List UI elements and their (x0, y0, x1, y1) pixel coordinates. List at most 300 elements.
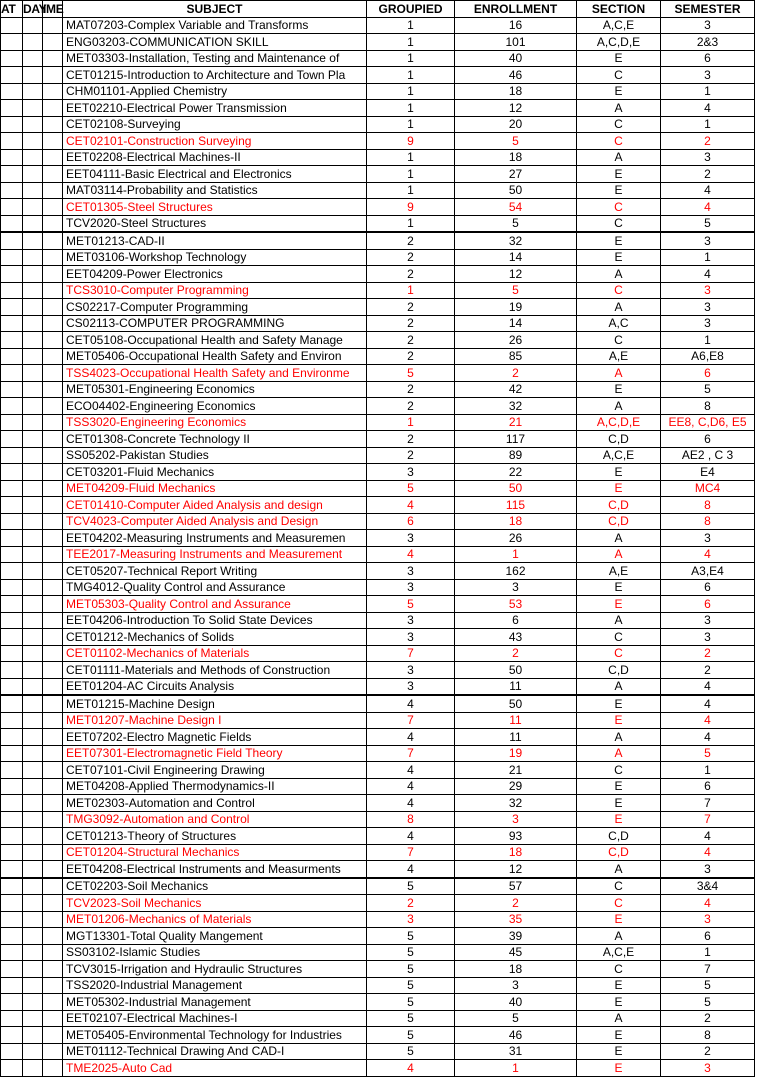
row-cell-time (43, 1043, 63, 1060)
semester-cell: 1 (661, 762, 755, 779)
row-cell-at (1, 977, 23, 994)
groupied-cell: 4 (367, 861, 455, 878)
row-cell-at (1, 928, 23, 945)
enrollment-cell: 3 (455, 811, 577, 828)
groupied-cell: 2 (367, 249, 455, 266)
semester-cell: 8 (661, 398, 755, 415)
table-row (1, 414, 755, 431)
row-cell-day (23, 17, 43, 34)
groupied-cell: 1 (367, 414, 455, 431)
groupied-cell: 1 (367, 34, 455, 51)
row-cell-time (43, 678, 63, 695)
row-cell-day (23, 431, 43, 448)
row-cell-at (1, 1010, 23, 1027)
row-cell-time (43, 563, 63, 580)
section-cell: E (577, 381, 661, 398)
subject-cell: MGT13301-Total Quality Mangement (63, 928, 367, 945)
section-cell: E (577, 249, 661, 266)
row-cell-at (1, 961, 23, 978)
groupied-cell: 4 (367, 497, 455, 514)
row-cell-day (23, 365, 43, 382)
section-cell: E (577, 596, 661, 613)
groupied-cell: 1 (367, 116, 455, 133)
row-cell-time (43, 762, 63, 779)
row-cell-day (23, 447, 43, 464)
row-cell-time (43, 513, 63, 530)
table-row (1, 944, 755, 961)
subject-cell: CS02113-COMPUTER PROGRAMMING (63, 315, 367, 332)
groupied-cell: 4 (367, 762, 455, 779)
table-row (1, 563, 755, 580)
section-cell: E (577, 977, 661, 994)
row-cell-time (43, 398, 63, 415)
semester-cell: 2 (661, 645, 755, 662)
section-cell: A,E (577, 348, 661, 365)
enrollment-cell: 18 (455, 961, 577, 978)
enrollment-cell: 14 (455, 315, 577, 332)
table-row (1, 729, 755, 746)
groupied-cell: 5 (367, 1010, 455, 1027)
row-cell-day (23, 348, 43, 365)
semester-cell: 2 (661, 133, 755, 150)
row-cell-day (23, 878, 43, 895)
subject-cell: ENG03203-COMMUNICATION SKILL (63, 34, 367, 51)
row-cell-time (43, 266, 63, 283)
row-cell-day (23, 149, 43, 166)
groupied-cell: 2 (367, 299, 455, 316)
row-cell-time (43, 232, 63, 249)
subject-cell: CET01213-Theory of Structures (63, 828, 367, 845)
table-row (1, 745, 755, 762)
section-cell: A,E (577, 563, 661, 580)
row-cell-time (43, 828, 63, 845)
table-row (1, 166, 755, 183)
table-row (1, 1027, 755, 1044)
row-cell-at (1, 315, 23, 332)
row-cell-time (43, 977, 63, 994)
section-cell: A,C,E (577, 17, 661, 34)
subject-cell: MET03106-Workshop Technology (63, 249, 367, 266)
section-cell: A,C,E (577, 944, 661, 961)
semester-cell: 4 (661, 712, 755, 729)
semester-cell: 1 (661, 249, 755, 266)
groupied-cell: 1 (367, 83, 455, 100)
semester-cell: 4 (661, 828, 755, 845)
row-cell-day (23, 778, 43, 795)
section-cell: A (577, 1010, 661, 1027)
row-cell-day (23, 844, 43, 861)
row-cell-time (43, 17, 63, 34)
subject-cell: MET05303-Quality Control and Assurance (63, 596, 367, 613)
row-cell-day (23, 662, 43, 679)
row-cell-day (23, 50, 43, 67)
row-cell-time (43, 795, 63, 812)
semester-cell: 5 (661, 215, 755, 232)
row-cell-at (1, 712, 23, 729)
subject-cell: EET04208-Electrical Instruments and Measurments (63, 861, 367, 878)
subject-cell: MET04208-Applied Thermodynamics-II (63, 778, 367, 795)
row-cell-at (1, 332, 23, 349)
subject-cell: EET02208-Electrical Machines-II (63, 149, 367, 166)
table-row (1, 34, 755, 51)
semester-cell: 3 (661, 629, 755, 646)
table-body (1, 17, 755, 1076)
row-cell-day (23, 977, 43, 994)
enrollment-cell: 93 (455, 828, 577, 845)
groupied-cell: 5 (367, 994, 455, 1011)
row-cell-at (1, 1043, 23, 1060)
semester-cell: 2 (661, 1010, 755, 1027)
row-cell-day (23, 67, 43, 84)
subject-cell: TCV4023-Computer Aided Analysis and Design (63, 513, 367, 530)
enrollment-cell: 32 (455, 398, 577, 415)
groupied-cell: 3 (367, 579, 455, 596)
row-cell-time (43, 596, 63, 613)
row-cell-time (43, 365, 63, 382)
table-row (1, 811, 755, 828)
semester-cell: A3,E4 (661, 563, 755, 580)
groupied-cell: 3 (367, 464, 455, 481)
table-row (1, 67, 755, 84)
subject-cell: EET01204-AC Circuits Analysis (63, 678, 367, 695)
enrollment-cell: 20 (455, 116, 577, 133)
enrollment-cell: 31 (455, 1043, 577, 1060)
enrollment-cell: 2 (455, 895, 577, 912)
groupied-cell: 1 (367, 182, 455, 199)
table-row (1, 695, 755, 712)
table-row (1, 795, 755, 812)
subject-cell: CET01111-Materials and Methods of Construction (63, 662, 367, 679)
row-cell-at (1, 17, 23, 34)
row-cell-time (43, 50, 63, 67)
enrollment-cell: 22 (455, 464, 577, 481)
semester-cell: 3 (661, 612, 755, 629)
row-cell-at (1, 629, 23, 646)
header-row (1, 1, 755, 18)
table-row (1, 17, 755, 34)
groupied-cell: 7 (367, 844, 455, 861)
semester-cell: 1 (661, 83, 755, 100)
enrollment-cell: 50 (455, 695, 577, 712)
row-cell-at (1, 182, 23, 199)
table-row (1, 895, 755, 912)
row-cell-time (43, 1010, 63, 1027)
table-row (1, 266, 755, 283)
subject-cell: CET01305-Steel Structures (63, 199, 367, 216)
row-cell-time (43, 348, 63, 365)
section-cell: E (577, 166, 661, 183)
enrollment-cell: 46 (455, 1027, 577, 1044)
row-cell-at (1, 778, 23, 795)
section-cell: A (577, 299, 661, 316)
enrollment-cell: 11 (455, 729, 577, 746)
enrollment-cell: 43 (455, 629, 577, 646)
groupied-cell: 4 (367, 1060, 455, 1077)
semester-cell: 4 (661, 182, 755, 199)
row-cell-day (23, 645, 43, 662)
enrollment-cell: 50 (455, 662, 577, 679)
enrollment-cell: 5 (455, 1010, 577, 1027)
row-cell-time (43, 778, 63, 795)
row-cell-at (1, 546, 23, 563)
subject-cell: TCV2023-Soil Mechanics (63, 895, 367, 912)
enrollment-cell: 3 (455, 977, 577, 994)
row-cell-at (1, 579, 23, 596)
semester-cell: 6 (661, 431, 755, 448)
row-cell-day (23, 895, 43, 912)
section-cell: A (577, 149, 661, 166)
semester-cell: 3 (661, 17, 755, 34)
semester-cell: 7 (661, 811, 755, 828)
subject-cell: ECO04402-Engineering Economics (63, 398, 367, 415)
groupied-cell: 4 (367, 828, 455, 845)
section-cell: E (577, 911, 661, 928)
table-row (1, 116, 755, 133)
row-cell-time (43, 546, 63, 563)
row-cell-at (1, 745, 23, 762)
enrollment-cell: 18 (455, 513, 577, 530)
groupied-cell: 9 (367, 133, 455, 150)
subject-cell: CET01410-Computer Aided Analysis and design (63, 497, 367, 514)
row-cell-time (43, 928, 63, 945)
row-cell-at (1, 100, 23, 117)
row-cell-at (1, 795, 23, 812)
groupied-cell: 1 (367, 166, 455, 183)
semester-cell: 3 (661, 299, 755, 316)
row-cell-time (43, 199, 63, 216)
section-cell: C (577, 762, 661, 779)
section-cell: C (577, 629, 661, 646)
enrollment-cell: 50 (455, 182, 577, 199)
enrollment-cell: 1 (455, 1060, 577, 1077)
semester-cell: 8 (661, 497, 755, 514)
subject-cell: EET04206-Introduction To Solid State Devices (63, 612, 367, 629)
subject-cell: MET02303-Automation and Control (63, 795, 367, 812)
semester-cell: 1 (661, 116, 755, 133)
enrollment-cell: 19 (455, 745, 577, 762)
subject-cell: CHM01101-Applied Chemistry (63, 83, 367, 100)
subject-cell: EET02210-Electrical Power Transmission (63, 100, 367, 117)
row-cell-at (1, 166, 23, 183)
table-row (1, 149, 755, 166)
subject-cell: CET01204-Structural Mechanics (63, 844, 367, 861)
semester-cell: 4 (661, 695, 755, 712)
groupied-cell: 3 (367, 612, 455, 629)
enrollment-cell: 40 (455, 994, 577, 1011)
row-cell-day (23, 579, 43, 596)
subject-cell: MET01112-Technical Drawing And CAD-I (63, 1043, 367, 1060)
row-cell-at (1, 729, 23, 746)
row-cell-at (1, 678, 23, 695)
row-cell-day (23, 249, 43, 266)
enrollment-cell: 32 (455, 795, 577, 812)
enrollment-cell: 45 (455, 944, 577, 961)
row-cell-time (43, 895, 63, 912)
table-row (1, 315, 755, 332)
subject-cell: MET01206-Mechanics of Materials (63, 911, 367, 928)
enrollment-cell: 12 (455, 266, 577, 283)
subject-cell: MET05301-Engineering Economics (63, 381, 367, 398)
enrollment-cell: 101 (455, 34, 577, 51)
groupied-cell: 2 (367, 315, 455, 332)
row-cell-at (1, 431, 23, 448)
row-cell-day (23, 480, 43, 497)
groupied-cell: 2 (367, 332, 455, 349)
subject-cell: CET05108-Occupational Health and Safety Manage (63, 332, 367, 349)
subject-cell: CET02101-Construction Surveying (63, 133, 367, 150)
section-cell: A (577, 928, 661, 945)
row-cell-at (1, 895, 23, 912)
row-cell-at (1, 50, 23, 67)
subject-cell: MET05302-Industrial Management (63, 994, 367, 1011)
section-cell: E (577, 994, 661, 1011)
semester-cell: 3 (661, 911, 755, 928)
semester-cell: 7 (661, 795, 755, 812)
row-cell-at (1, 67, 23, 84)
row-cell-at (1, 513, 23, 530)
row-cell-day (23, 182, 43, 199)
header-cell-time: IME (43, 1, 64, 16)
subject-cell: TCV3015-Irrigation and Hydraulic Structures (63, 961, 367, 978)
subject-cell: TME2025-Auto Cad (63, 1060, 367, 1077)
semester-cell: 5 (661, 381, 755, 398)
row-cell-time (43, 431, 63, 448)
semester-cell: AE2 , C 3 (661, 447, 755, 464)
semester-cell: 6 (661, 928, 755, 945)
row-cell-day (23, 712, 43, 729)
groupied-cell: 4 (367, 778, 455, 795)
row-cell-at (1, 811, 23, 828)
row-cell-at (1, 447, 23, 464)
subject-cell: CET01215-Introduction to Architecture and Town Pla (63, 67, 367, 84)
section-cell: C (577, 645, 661, 662)
row-cell-at (1, 1027, 23, 1044)
table-row (1, 678, 755, 695)
groupied-cell: 2 (367, 266, 455, 283)
subject-cell: TMG3092-Automation and Control (63, 811, 367, 828)
table-row (1, 464, 755, 481)
enrollment-cell: 2 (455, 365, 577, 382)
section-cell: C (577, 332, 661, 349)
semester-cell: 3 (661, 282, 755, 299)
row-cell-time (43, 944, 63, 961)
section-cell: E (577, 579, 661, 596)
enrollment-cell: 18 (455, 83, 577, 100)
enrollment-cell: 53 (455, 596, 577, 613)
groupied-cell: 2 (367, 398, 455, 415)
subject-cell: SS03102-Islamic Studies (63, 944, 367, 961)
row-cell-time (43, 215, 63, 232)
subject-cell: TCS3010-Computer Programming (63, 282, 367, 299)
table-row (1, 100, 755, 117)
groupied-cell: 5 (367, 944, 455, 961)
groupied-cell: 2 (367, 431, 455, 448)
subject-cell: TSS3020-Engineering Economics (63, 414, 367, 431)
groupied-cell: 7 (367, 745, 455, 762)
table-row (1, 282, 755, 299)
row-cell-at (1, 116, 23, 133)
table-row (1, 332, 755, 349)
groupied-cell: 9 (367, 199, 455, 216)
table-row (1, 994, 755, 1011)
row-cell-time (43, 464, 63, 481)
header-section: SECTION (577, 1, 661, 18)
row-cell-at (1, 497, 23, 514)
row-cell-at (1, 612, 23, 629)
header-semester: SEMESTER (661, 1, 755, 18)
table-row (1, 1010, 755, 1027)
row-cell-time (43, 116, 63, 133)
row-cell-time (43, 811, 63, 828)
row-cell-day (23, 762, 43, 779)
enrollment-cell: 14 (455, 249, 577, 266)
row-cell-day (23, 1027, 43, 1044)
subject-cell: MET04209-Fluid Mechanics (63, 480, 367, 497)
row-cell-time (43, 695, 63, 712)
row-cell-at (1, 381, 23, 398)
header-groupied: GROUPIED (367, 1, 455, 18)
groupied-cell: 1 (367, 17, 455, 34)
subject-cell: EET07301-Electromagnetic Field Theory (63, 745, 367, 762)
row-cell-day (23, 414, 43, 431)
table-row (1, 299, 755, 316)
groupied-cell: 5 (367, 1043, 455, 1060)
row-cell-time (43, 249, 63, 266)
row-cell-time (43, 645, 63, 662)
row-cell-at (1, 299, 23, 316)
section-cell: C,D (577, 497, 661, 514)
enrollment-cell: 16 (455, 17, 577, 34)
groupied-cell: 5 (367, 961, 455, 978)
enrollment-cell: 57 (455, 878, 577, 895)
row-cell-time (43, 381, 63, 398)
enrollment-cell: 21 (455, 414, 577, 431)
enrollment-cell: 115 (455, 497, 577, 514)
semester-cell: 6 (661, 778, 755, 795)
row-cell-time (43, 282, 63, 299)
table-row (1, 348, 755, 365)
row-cell-at (1, 199, 23, 216)
semester-cell: 3 (661, 1060, 755, 1077)
table-row (1, 365, 755, 382)
subject-cell: MAT07203-Complex Variable and Transforms (63, 17, 367, 34)
semester-cell: 3 (661, 530, 755, 547)
row-cell-day (23, 563, 43, 580)
row-cell-at (1, 266, 23, 283)
row-cell-time (43, 1027, 63, 1044)
row-cell-time (43, 83, 63, 100)
semester-cell: 4 (661, 199, 755, 216)
subject-cell: EET07202-Electro Magnetic Fields (63, 729, 367, 746)
header-cell-day: DAY (23, 1, 47, 16)
section-cell: E (577, 232, 661, 249)
table-row (1, 579, 755, 596)
row-cell-time (43, 994, 63, 1011)
row-cell-day (23, 398, 43, 415)
enrollment-cell: 39 (455, 928, 577, 945)
table-row (1, 778, 755, 795)
row-cell-at (1, 662, 23, 679)
enrollment-cell: 54 (455, 199, 577, 216)
row-cell-day (23, 332, 43, 349)
table-row (1, 712, 755, 729)
row-cell-day (23, 116, 43, 133)
enrollment-cell: 50 (455, 480, 577, 497)
table-row (1, 928, 755, 945)
semester-cell: 4 (661, 729, 755, 746)
section-cell: C (577, 133, 661, 150)
groupied-cell: 1 (367, 67, 455, 84)
